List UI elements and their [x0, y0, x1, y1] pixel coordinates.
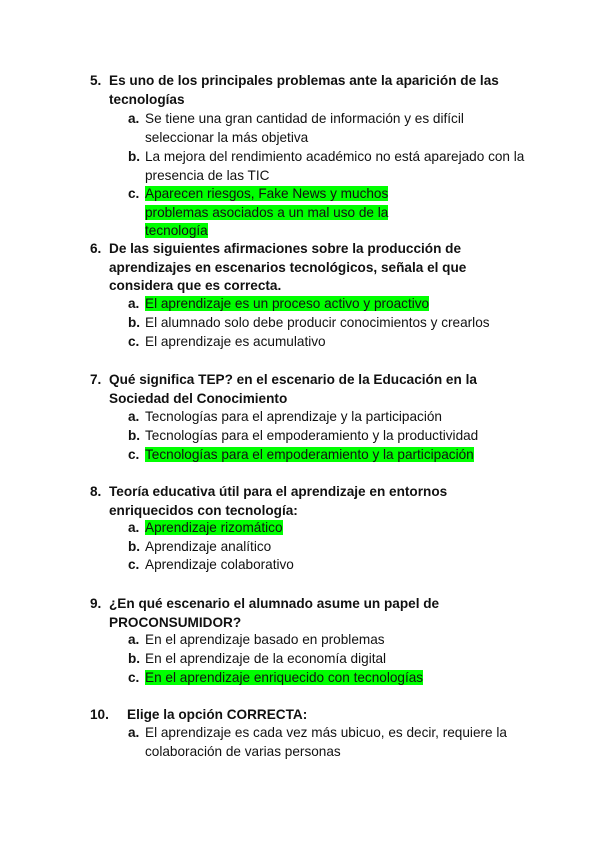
- option-letter: b.: [128, 428, 141, 443]
- option-letter: c.: [128, 186, 140, 201]
- option-text: El aprendizaje es acumulativo: [145, 334, 326, 349]
- option-text: El alumnado solo debe producir conocimientos y crearlos: [145, 315, 490, 330]
- option-letter: b.: [128, 315, 141, 330]
- option-letter: a.: [128, 632, 140, 647]
- question-text: ¿En qué escenario el alumnado asume un papel de PROCONSUMIDOR?: [109, 596, 440, 630]
- question-number: 7.: [90, 372, 102, 387]
- option-text: En el aprendizaje basado en problemas: [145, 632, 385, 647]
- option-letter: a.: [128, 111, 140, 126]
- question-number: 10.: [90, 707, 109, 722]
- option-letter: b.: [128, 539, 141, 554]
- option-text-wrap: [145, 669, 535, 688]
- option-text: La mejora del rendimiento académico no está aparejado con la presencia de las TIC: [145, 149, 525, 183]
- option-text-highlighted: Aprendizaje rizomático: [145, 520, 283, 535]
- option-text: En el aprendizaje de la economía digital: [145, 651, 387, 666]
- option-text-highlighted: En el aprendizaje enriquecido con tecnologías: [145, 670, 424, 685]
- question-number: 5.: [90, 73, 102, 88]
- option-text-highlighted: El aprendizaje es un proceso activo y proactivo: [145, 296, 430, 311]
- option-text: El aprendizaje es cada vez más ubicuo, es decir, requiere la colaboración de varias personas: [145, 725, 507, 759]
- option-letter: c.: [128, 334, 140, 349]
- option-text-wrap: [145, 295, 535, 314]
- option-text-wrap: [145, 185, 445, 241]
- option-text-highlighted: Aparecen riesgos, Fake News y muchos problemas asociados a un mal uso de la tecnología: [145, 186, 389, 239]
- question-text: Elige la opción CORRECTA:: [127, 707, 308, 722]
- option-letter: a.: [128, 296, 140, 311]
- option-text-highlighted: Tecnologías para el empoderamiento y la participación: [145, 447, 474, 462]
- option-letter: a.: [128, 725, 140, 740]
- option-text-wrap: [145, 446, 535, 465]
- option-letter: a.: [128, 409, 140, 424]
- question-number: 8.: [90, 484, 102, 499]
- question-text: Es uno de los principales problemas ante la aparición de las tecnologías: [109, 73, 499, 107]
- option-text-wrap: [145, 519, 535, 538]
- option-letter: c.: [128, 557, 140, 572]
- option-text: Tecnologías para el aprendizaje y la participación: [145, 409, 442, 424]
- option-letter: c.: [128, 670, 140, 685]
- option-letter: b.: [128, 149, 141, 164]
- option-letter: b.: [128, 651, 141, 666]
- option-text: Se tiene una gran cantidad de información y es difícil seleccionar la más objetiva: [145, 111, 464, 145]
- option-text: Tecnologías para el empoderamiento y la productividad: [145, 428, 479, 443]
- question-text: Teoría educativa útil para el aprendizaje en entornos enriquecidos con tecnología:: [109, 484, 448, 518]
- option-letter: c.: [128, 447, 140, 462]
- question-number: 9.: [90, 596, 102, 611]
- question-text: Qué significa TEP? en el escenario de la Educación en la Sociedad del Conocimiento: [109, 372, 477, 406]
- question-text: De las siguientes afirmaciones sobre la producción de aprendizajes en escenarios tecnológicos, señala el que considera que es correcta.: [109, 241, 467, 294]
- question-number: 6.: [90, 241, 102, 256]
- option-letter: a.: [128, 520, 140, 535]
- option-text: Aprendizaje analítico: [145, 539, 272, 554]
- option-text: Aprendizaje colaborativo: [145, 557, 294, 572]
